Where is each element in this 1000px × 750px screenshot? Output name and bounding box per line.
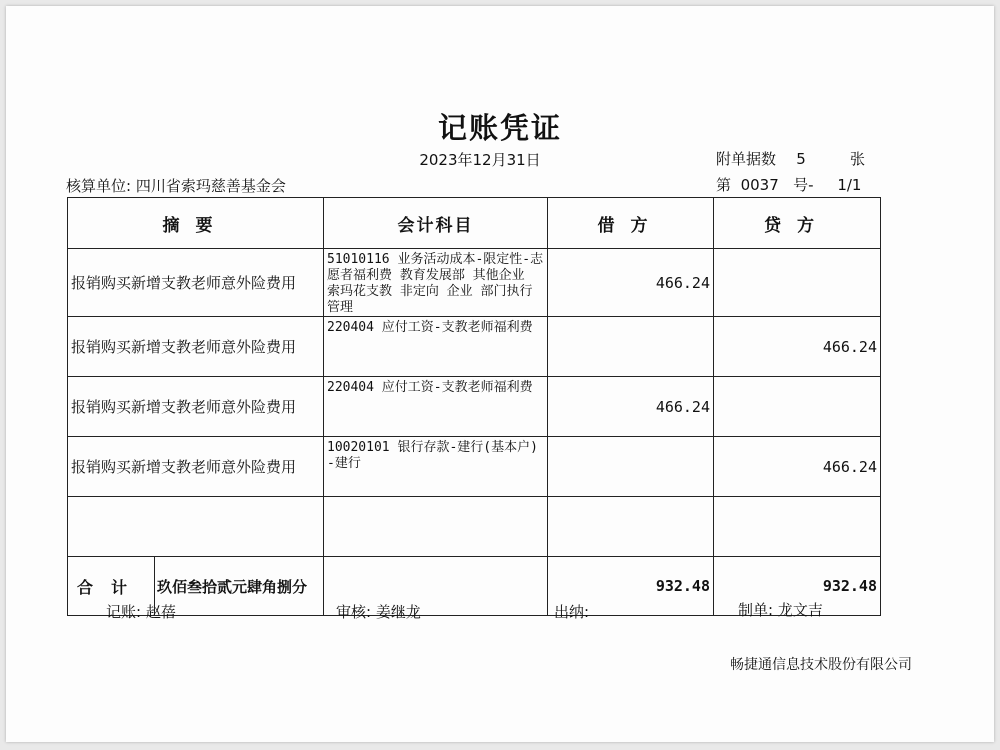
row-credit: 466.24 <box>714 317 881 377</box>
row-subject: 51010116 业务活动成本-限定性-志愿者福利费 教育发展部 其他企业 索玛花支教 非定向 企业 部门执行管理 <box>324 249 548 317</box>
row-summary: 报销购买新增支教老师意外险费用 <box>68 377 324 437</box>
voucher-number <box>716 174 861 195</box>
preparer-label: 制单: <box>738 601 774 619</box>
row-credit: 466.24 <box>714 437 881 497</box>
bookkeeper-sign <box>106 601 176 622</box>
voucher-no-value: 0037 <box>740 176 779 194</box>
header-debit: 借方 <box>548 198 714 249</box>
row-debit <box>548 437 714 497</box>
row-subject: 220404 应付工资-支教老师福利费 <box>324 377 548 437</box>
voucher-page: 1/1 <box>837 176 862 194</box>
row-credit <box>714 249 881 317</box>
header-subject: 会计科目 <box>324 198 548 249</box>
bookkeeper-name: 赵蓓 <box>145 603 176 621</box>
software-company: 畅捷通信息技术股份有限公司 <box>730 657 912 673</box>
row-summary <box>68 497 324 557</box>
table-row <box>68 437 881 497</box>
row-subject: 10020101 银行存款-建行(基本户)-建行 <box>324 437 548 497</box>
row-credit <box>714 377 881 437</box>
cashier-label: 出纳: <box>554 603 590 621</box>
cashier-sign <box>554 601 594 622</box>
unit-label: 核算单位: <box>66 177 132 195</box>
voucher-no-suffix: 号- <box>793 176 814 194</box>
total-credit: 932.48 <box>714 557 881 616</box>
row-debit <box>548 497 714 557</box>
attachments-unit: 张 <box>850 150 866 168</box>
row-credit <box>714 497 881 557</box>
row-subject <box>324 497 548 557</box>
row-debit: 466.24 <box>548 249 714 317</box>
row-debit <box>548 317 714 377</box>
attachments-count: 5 <box>796 150 806 168</box>
row-subject: 220404 应付工资-支教老师福利费 <box>324 317 548 377</box>
voucher-table <box>67 197 881 616</box>
table-row <box>68 249 881 317</box>
row-debit: 466.24 <box>548 377 714 437</box>
attachments-info <box>716 148 865 169</box>
row-summary: 报销购买新增支教老师意外险费用 <box>68 437 324 497</box>
voucher-date: 2023年12月31日 <box>419 151 541 169</box>
total-debit: 932.48 <box>548 557 714 616</box>
table-row <box>68 377 881 437</box>
preparer-sign <box>738 599 823 620</box>
bookkeeper-label: 记账: <box>106 603 142 621</box>
header-summary: 摘要 <box>68 198 324 249</box>
table-row <box>68 317 881 377</box>
voucher-no-prefix: 第 <box>716 176 732 194</box>
total-amount-words: 玖佰叁拾贰元肆角捌分 <box>157 577 308 596</box>
row-summary: 报销购买新增支教老师意外险费用 <box>68 317 324 377</box>
reviewer-name: 姜继龙 <box>375 603 421 621</box>
table-row-empty <box>68 497 881 557</box>
unit-name: 四川省索玛慈善基金会 <box>135 177 286 195</box>
voucher-title: 记账凭证 <box>437 111 562 145</box>
preparer-name: 龙文吉 <box>777 601 823 619</box>
row-summary: 报销购买新增支教老师意外险费用 <box>68 249 324 317</box>
reviewer-label: 审核: <box>336 603 372 621</box>
total-label: 合计 <box>68 557 155 615</box>
accounting-unit <box>66 175 286 196</box>
table-header-row <box>68 198 881 249</box>
reviewer-sign <box>336 601 421 622</box>
attachments-label: 附单据数 <box>716 150 777 168</box>
header-credit: 贷方 <box>714 198 881 249</box>
